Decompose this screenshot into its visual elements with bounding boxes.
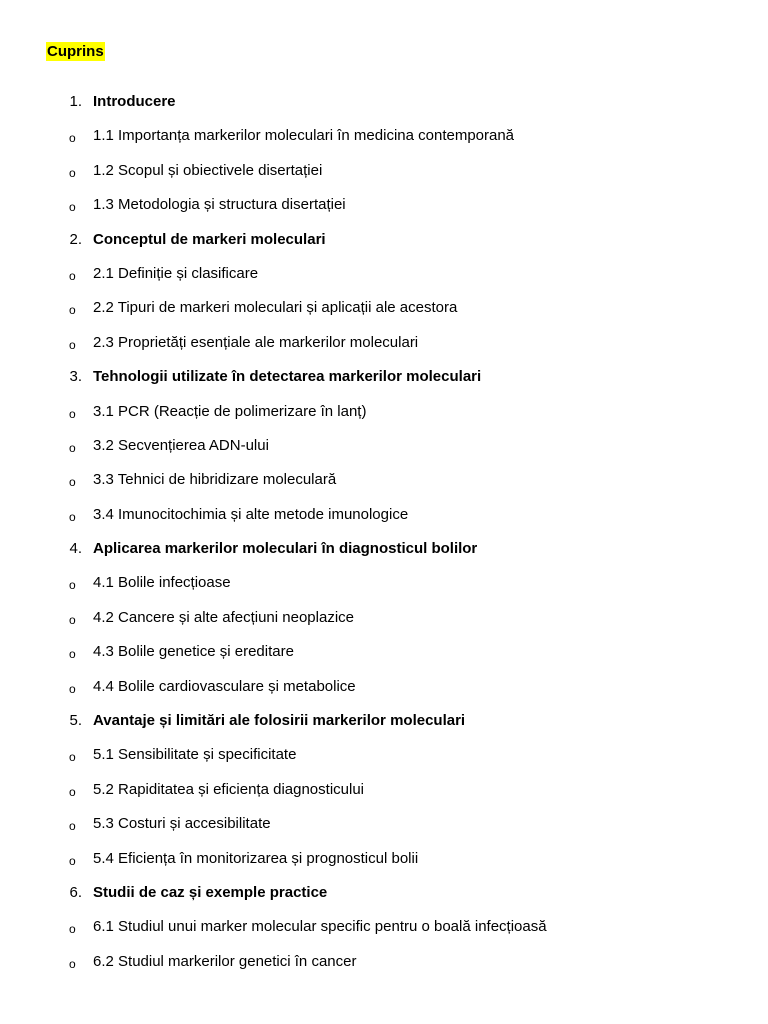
bullet-marker: o <box>69 853 76 868</box>
toc-subsection <box>0 263 768 297</box>
subsection-title: 2.3 Proprietăți esențiale ale markerilor moleculari <box>93 333 419 351</box>
toc-subsection <box>0 332 768 366</box>
table-of-contents <box>0 91 768 985</box>
chapter-title: Studii de caz și exemple practice <box>93 883 328 901</box>
toc-subsection <box>0 469 768 503</box>
chapter-number: 4. <box>69 540 82 558</box>
subsection-title: 1.2 Scopul și obiectivele disertației <box>93 161 323 179</box>
toc-subsection <box>0 160 768 194</box>
bullet-marker: o <box>69 200 76 215</box>
subsection-title: 6.2 Studiul markerilor genetici în cancer <box>93 952 357 970</box>
chapter-title: Introducere <box>93 93 176 110</box>
chapter-number: 2. <box>69 230 82 248</box>
toc-subsection <box>0 607 768 641</box>
chapter-title: Avantaje și limitări ale folosirii markerilor moleculari <box>93 712 466 730</box>
bullet-marker: o <box>69 268 76 283</box>
bullet-marker: o <box>69 440 76 455</box>
subsection-title: 2.2 Tipuri de markeri moleculari și aplicații ale acestora <box>93 299 458 317</box>
toc-chapter <box>0 366 768 400</box>
toc-subsection <box>0 401 768 435</box>
bullet-marker: o <box>69 784 76 799</box>
subsection-title: 4.3 Bolile genetice și ereditare <box>93 643 294 661</box>
bullet-marker: o <box>69 647 76 662</box>
toc-subsection <box>0 848 768 882</box>
subsection-title: 5.4 Eficiența în monitorizarea și prognosticul bolii <box>93 849 419 867</box>
subsection-title: 5.1 Sensibilitate și specificitate <box>93 746 297 764</box>
bullet-marker: o <box>69 681 76 696</box>
subsection-title: 3.1 PCR (Reacție de polimerizare în lanț) <box>93 402 367 420</box>
subsection-title: 4.1 Bolile infecțioase <box>93 574 231 592</box>
subsection-title: 2.1 Definiție și clasificare <box>93 264 259 282</box>
chapter-title: Conceptul de markeri moleculari <box>93 230 326 248</box>
bullet-marker: o <box>69 406 76 421</box>
toc-subsection <box>0 641 768 675</box>
toc-subsection <box>0 297 768 331</box>
subsection-title: 1.1 Importanța markerilor moleculari în medicina contemporană <box>93 127 515 145</box>
bullet-marker: o <box>69 612 76 627</box>
toc-subsection <box>0 572 768 606</box>
subsection-title: 3.4 Imunocitochimia și alte metode imunologice <box>93 505 409 523</box>
toc-subsection <box>0 779 768 813</box>
bullet-marker: o <box>69 819 76 834</box>
bullet-marker: o <box>69 303 76 318</box>
toc-subsection <box>0 194 768 228</box>
subsection-title: 3.3 Tehnici de hibridizare moleculară <box>93 471 337 489</box>
toc-subsection <box>0 435 768 469</box>
bullet-marker: o <box>69 337 76 352</box>
toc-chapter <box>0 91 768 125</box>
bullet-marker: o <box>69 509 76 524</box>
toc-subsection <box>0 676 768 710</box>
subsection-title: 3.2 Secvențierea ADN-ului <box>93 436 269 454</box>
toc-subsection <box>0 813 768 847</box>
bullet-marker: o <box>69 578 76 593</box>
toc-chapter <box>0 710 768 744</box>
chapter-number: 5. <box>69 712 82 730</box>
toc-subsection <box>0 125 768 159</box>
toc-chapter <box>0 882 768 916</box>
bullet-marker: o <box>69 750 76 765</box>
subsection-title: 4.2 Cancere și alte afecțiuni neoplazice <box>93 608 354 626</box>
toc-chapter <box>0 229 768 263</box>
toc-subsection <box>0 744 768 778</box>
toc-chapter <box>0 538 768 572</box>
toc-subsection <box>0 916 768 950</box>
subsection-title: 4.4 Bolile cardiovasculare și metabolice <box>93 677 356 695</box>
bullet-marker: o <box>69 922 76 937</box>
toc-subsection <box>0 951 768 985</box>
bullet-marker: o <box>69 131 76 146</box>
chapter-number: 3. <box>69 368 82 386</box>
subsection-title: 6.1 Studiul unui marker molecular specific pentru o boală infecțioasă <box>93 918 547 936</box>
toc-subsection <box>0 504 768 538</box>
chapter-number: 1. <box>69 93 82 110</box>
subsection-title: 1.3 Metodologia și structura disertației <box>93 196 346 214</box>
bullet-marker: o <box>69 165 76 180</box>
chapter-number: 6. <box>69 883 82 901</box>
bullet-marker: o <box>69 956 76 971</box>
toc-title: Cuprins <box>47 43 104 60</box>
bullet-marker: o <box>69 475 76 490</box>
chapter-title: Aplicarea markerilor moleculari în diagnosticul bolilor <box>93 540 478 558</box>
chapter-title: Tehnologii utilizate în detectarea markerilor moleculari <box>93 368 482 386</box>
subsection-title: 5.2 Rapiditatea și eficiența diagnosticului <box>93 780 365 798</box>
subsection-title: 5.3 Costuri și accesibilitate <box>93 815 271 833</box>
